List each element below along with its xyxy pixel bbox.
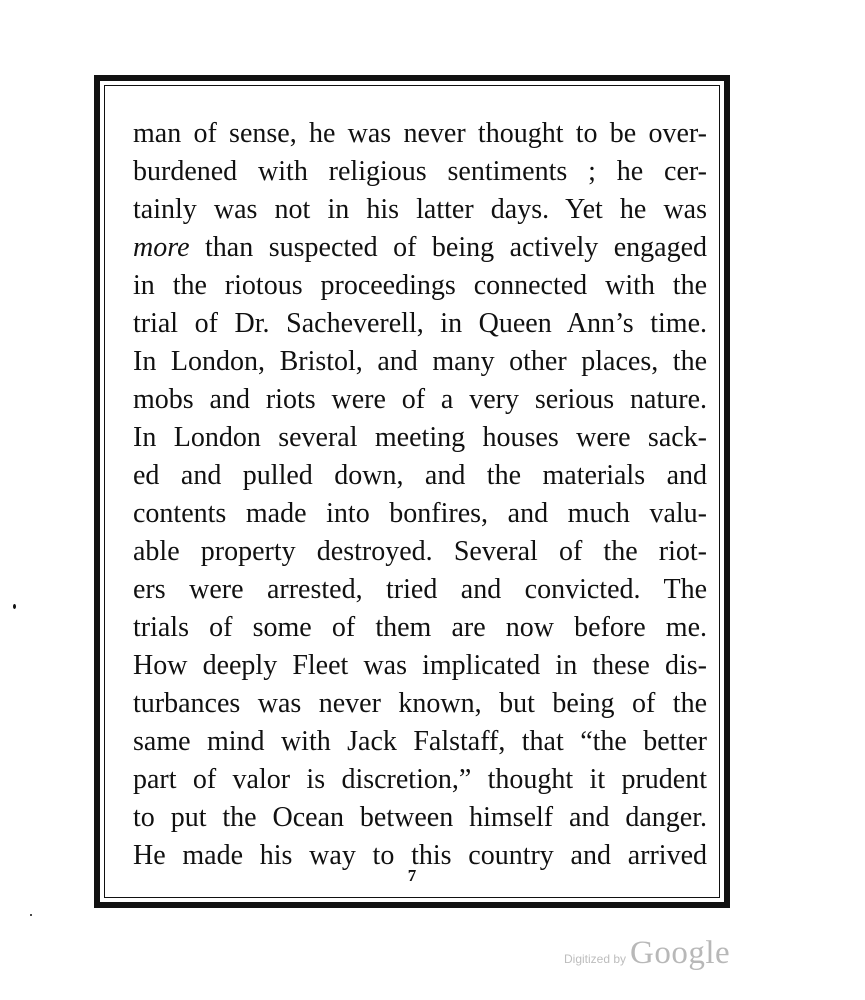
text-line: turbances was never known, but being of the <box>133 688 707 719</box>
text-line: to put the Ocean between himself and danger. <box>133 802 707 833</box>
text-line: part of valor is discretion,” thought it prudent <box>133 764 707 795</box>
text-line: mobs and riots were of a very serious nature. <box>133 384 707 415</box>
scan-speck <box>30 914 32 916</box>
scan-speck <box>13 604 16 609</box>
inner-rule <box>104 85 720 898</box>
text-line: burdened with religious sentiments ; he cer- <box>133 156 707 187</box>
text-line: more than suspected of being actively engaged <box>133 232 707 263</box>
text-line: man of sense, he was never thought to be over- <box>133 118 707 149</box>
text-line: able property destroyed. Several of the riot- <box>133 536 707 567</box>
text-line: trials of some of them are now before me. <box>133 612 707 643</box>
page-number: 7 <box>407 866 417 885</box>
text-line: He made his way to this country and arrived <box>133 840 707 871</box>
text-line: tainly was not in his latter days. Yet he was <box>133 194 707 225</box>
text-line: same mind with Jack Falstaff, that “the better <box>133 726 707 757</box>
text-line: ers were arrested, tried and convicted. The <box>133 574 707 605</box>
watermark-prefix: Digitized by <box>564 952 627 966</box>
google-watermark <box>564 935 730 972</box>
google-logo: Google <box>630 935 731 971</box>
body-text <box>133 115 707 875</box>
text-line: How deeply Fleet was implicated in these dis- <box>133 650 707 681</box>
text-line: ed and pulled down, and the materials and <box>133 460 707 491</box>
page-border <box>94 75 730 908</box>
text-line: trial of Dr. Sacheverell, in Queen Ann’s time. <box>133 308 707 339</box>
text-line: contents made into bonfires, and much valu- <box>133 498 707 529</box>
text-line: In London several meeting houses were sack- <box>133 422 707 453</box>
text-line: in the riotous proceedings connected with the <box>133 270 707 301</box>
text-line: In London, Bristol, and many other places, the <box>133 346 707 377</box>
